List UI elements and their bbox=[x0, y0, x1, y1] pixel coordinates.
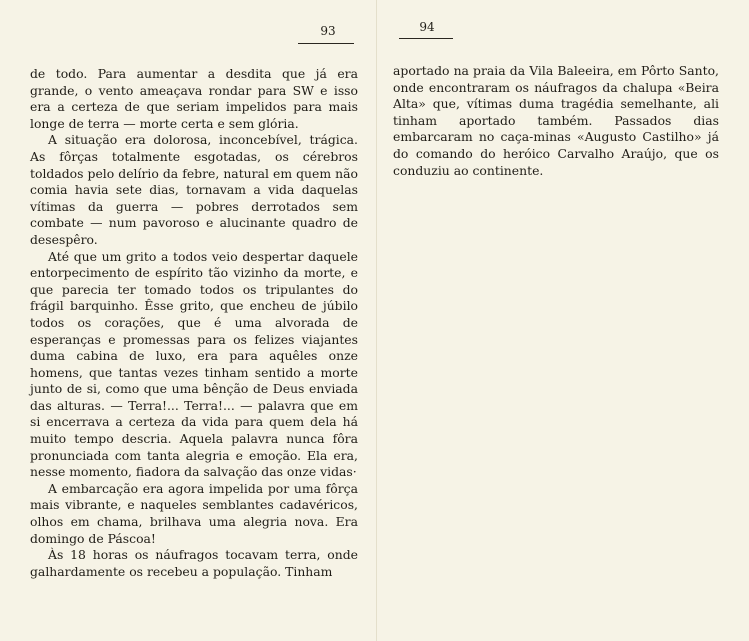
paragraph: Até que um grito a todos veio despertar daquele entorpecimento de espírito tão vizinho da morte, e que parecia ter tomado todos os tripulantes do frágil barquinho. Êsse grito, que encheu de júbilo todos os corações, que é uma alvorada de esperanças e promessas para os felizes viajantes duma cabina de luxo, era para aquêles onze homens, que tantas vezes tinham sentido a morte junto de si, como que uma bênção de Deus enviada das alturas. — Terra!... Terra!... — palavra que em si encerrava a certeza da vida para quem dela há muito tempo descria. Aquela palavra nunca fôra pronunciada com tanta alegria e emoção. Ela era, nesse momento, fiadora da salvação das onze vidas· bbox=[30, 248, 358, 480]
page-number: 94 bbox=[419, 20, 435, 34]
header-rule bbox=[298, 43, 354, 44]
page-text bbox=[393, 63, 719, 179]
paragraph: Às 18 horas os náufragos tocavam terra, onde galhardamente os recebeu a população. Tinham bbox=[30, 547, 358, 579]
page-text bbox=[30, 66, 358, 580]
header-rule bbox=[399, 38, 453, 39]
paragraph: aportado na praia da Vila Baleeira, em Pôrto Santo, onde encontraram os náufragos da chalupa «Beira Alta» que, vítimas duma tragédia semelhante, ali tinham aportado também. Passados dias embarcaram no caça-minas «Augusto Castilho» já do comando do heróico Carvalho Araújo, que os conduziu ao continente. bbox=[393, 63, 719, 178]
paragraph: A embarcação era agora impelida por uma fôrça mais vibrante, e naqueles semblantes cadavéricos, olhos em chama, brilhava uma alegria nova. Era domingo de Páscoa! bbox=[30, 480, 358, 546]
paragraph: de todo. Para aumentar a desdita que já era grande, o vento ameaçava rondar para SW e isso era a certeza de que seriam impelidos para mais longe de terra — morte certa e sem glória. bbox=[30, 66, 358, 131]
paragraph: A situação era dolorosa, inconcebível, trágica. As fôrças totalmente esgotadas, os cérebros toldados pelo delírio da febre, natural em quem não comia havia sete dias, tornavam a vida daquelas vítimas da guerra — pobres derrotados sem combate — num pavoroso e alucinante quadro de desespêro. bbox=[30, 132, 358, 247]
right-page bbox=[376, 0, 749, 641]
page-number: 93 bbox=[320, 24, 336, 38]
